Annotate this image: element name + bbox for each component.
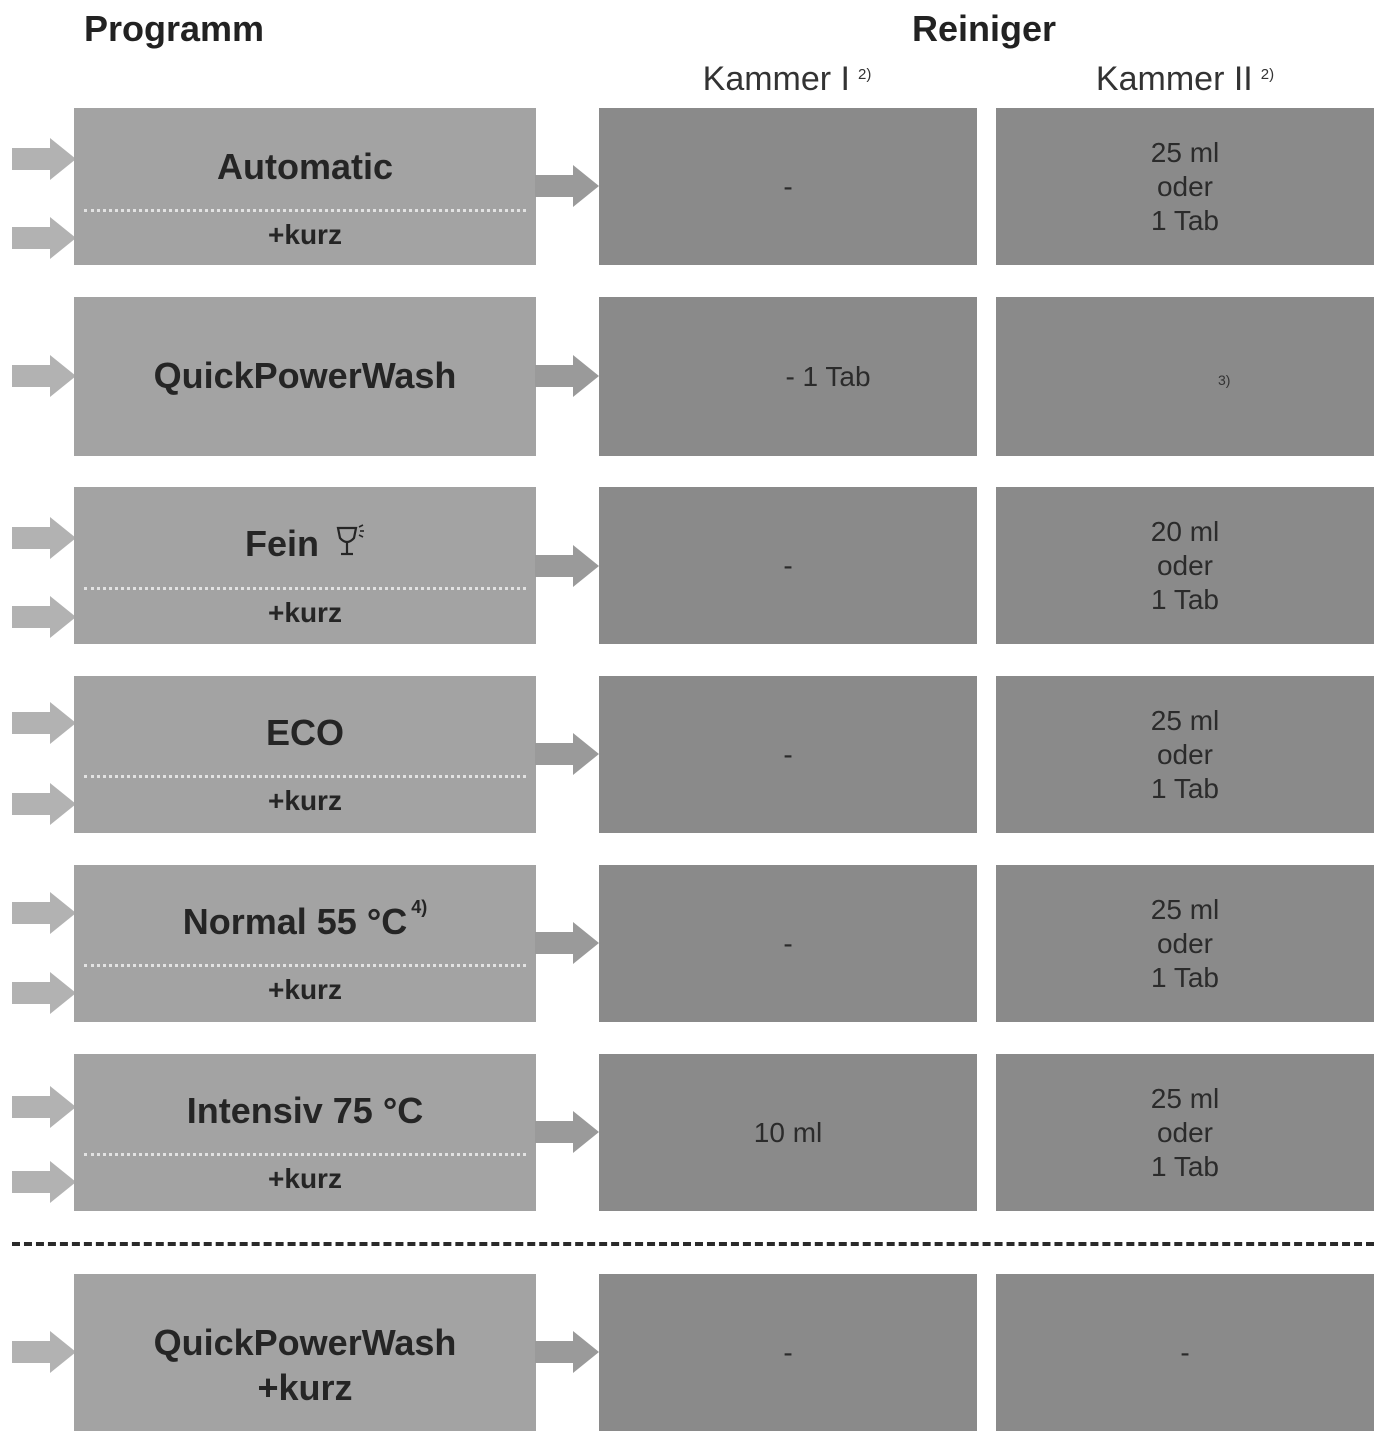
input-arrow-icon (12, 892, 76, 934)
output-arrow-icon (535, 165, 599, 207)
wine-glass-icon (335, 524, 365, 558)
chamber2-footnote: 3) (1218, 372, 1231, 388)
input-arrow-icon (12, 517, 76, 559)
program-name-row (74, 897, 536, 943)
chamber2-line: 25 ml (1150, 136, 1220, 168)
program-name: QuickPowerWash (153, 355, 457, 396)
dotted-divider (84, 964, 526, 967)
chamber2-cell (996, 108, 1374, 265)
chamber1-cell: - (599, 865, 977, 1022)
chamber2-cell (996, 865, 1374, 1022)
program-box-quickpowerwash (74, 297, 536, 456)
dashed-separator (12, 1242, 1374, 1246)
kurz-option: +kurz (268, 974, 342, 1005)
input-arrow-icon (12, 1086, 76, 1128)
input-arrow-icon (12, 702, 76, 744)
dotted-divider (84, 209, 526, 212)
chamber1-header (597, 60, 977, 99)
chamber2-cell (996, 1054, 1374, 1211)
program-name: Normal 55 °C (182, 901, 408, 942)
program-footnote: 4) (411, 897, 428, 917)
chamber2-line: 1 Tab (1151, 204, 1219, 236)
kurz-option: +kurz (268, 785, 342, 816)
chamber2-cell (996, 676, 1374, 833)
chamber1-cell: - (599, 676, 977, 833)
chamber2-line: 1 Tab (1151, 583, 1219, 615)
input-arrow-icon (12, 596, 76, 638)
chamber2-line: 1 Tab (1151, 772, 1219, 804)
kurz-option: +kurz (268, 219, 342, 250)
chamber1-cell: - (599, 1274, 977, 1431)
input-arrow-icon (12, 217, 76, 259)
chamber2-line: oder (1156, 1116, 1214, 1148)
chamber2-line: oder (1156, 549, 1214, 581)
kurz-option: +kurz (268, 1163, 342, 1194)
chamber2-line: oder (1156, 738, 1214, 770)
output-arrow-icon (535, 922, 599, 964)
input-arrow-icon (12, 972, 76, 1014)
output-arrow-icon (535, 1331, 599, 1373)
program-name: Intensiv 75 °C (186, 1090, 424, 1131)
chamber2-cell (996, 297, 1374, 456)
input-arrow-icon (12, 1161, 76, 1203)
input-arrow-icon (12, 138, 76, 180)
chamber2-label: Kammer II (1095, 60, 1253, 98)
input-arrow-icon (12, 1331, 76, 1373)
output-arrow-icon (535, 733, 599, 775)
chamber2-cell: - (996, 1274, 1374, 1431)
output-arrow-icon (535, 545, 599, 587)
chamber1-cell: 10 ml (599, 1054, 977, 1211)
chamber2-line: 1 Tab (1151, 1150, 1219, 1182)
chamber2-line: 25 ml (1150, 704, 1220, 736)
chamber2-cell (996, 487, 1374, 644)
kurz-option: +kurz (257, 1367, 353, 1408)
program-box-eco (74, 676, 536, 833)
chamber2-line: 25 ml (1150, 893, 1220, 925)
chamber1-label: Kammer I (702, 60, 850, 98)
chamber2-line: 1 Tab (1151, 961, 1219, 993)
program-name: Automatic (216, 146, 393, 187)
cleaner-column-header: Reiniger (912, 8, 1057, 49)
output-arrow-icon (535, 1111, 599, 1153)
input-arrow-icon (12, 783, 76, 825)
dotted-divider (84, 775, 526, 778)
chamber1-cell: - (599, 108, 977, 265)
program-box-intensiv (74, 1054, 536, 1211)
program-box-normal (74, 865, 536, 1022)
chamber2-line: oder (1156, 170, 1214, 202)
program-name-row (74, 523, 536, 565)
chamber1-value: - 1 Tab (785, 360, 871, 392)
program-column-header: Programm (84, 8, 265, 49)
chamber1-cell: - (599, 487, 977, 644)
program-box-fein (74, 487, 536, 644)
dotted-divider (84, 1153, 526, 1156)
chamber1-cell (599, 297, 977, 456)
chamber2-line: 20 ml (1150, 515, 1220, 547)
chamber2-line: 25 ml (1150, 1082, 1220, 1114)
chamber2-line: oder (1156, 927, 1214, 959)
program-name: Fein (244, 523, 319, 564)
output-arrow-icon (535, 355, 599, 397)
dotted-divider (84, 587, 526, 590)
input-arrow-icon (12, 355, 76, 397)
chamber2-footnote: 2) (1260, 66, 1275, 83)
kurz-option: +kurz (268, 597, 342, 628)
program-box-automatic (74, 108, 536, 265)
program-name: QuickPowerWash (153, 1322, 457, 1363)
program-name: ECO (265, 712, 344, 753)
chamber1-footnote: 2) (858, 66, 872, 83)
chamber2-header (995, 60, 1375, 99)
program-box-quickpowerwash-kurz (74, 1274, 536, 1431)
